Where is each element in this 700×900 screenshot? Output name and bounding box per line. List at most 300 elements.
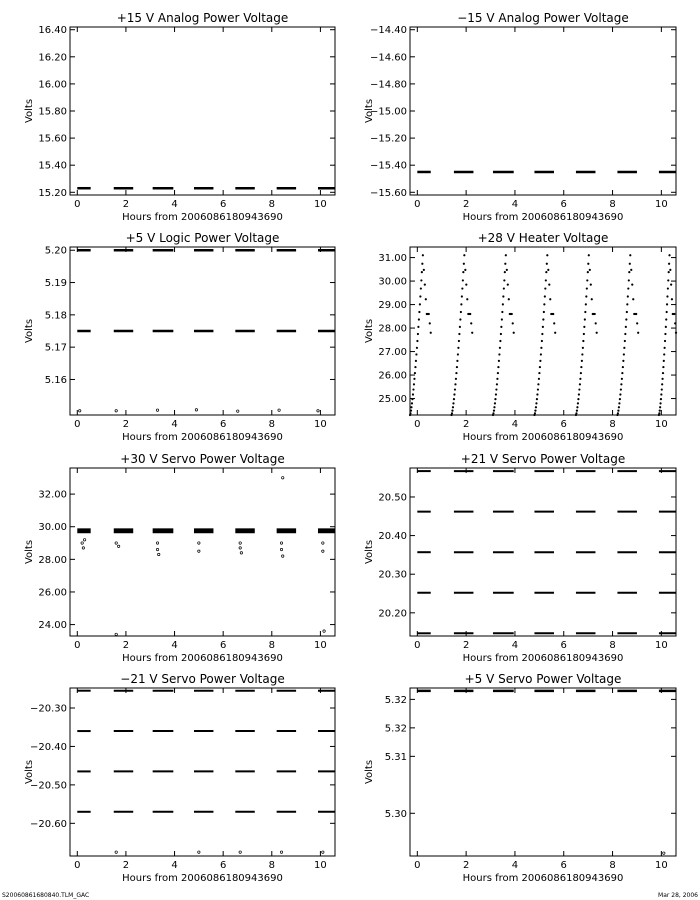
data-point: [549, 298, 551, 300]
data-point: [420, 279, 422, 281]
x-tick-label: 0: [74, 199, 81, 210]
data-point: [589, 269, 591, 271]
data-point: [583, 333, 585, 335]
data-point: [502, 303, 504, 305]
data-point: [668, 254, 670, 256]
data-point: [460, 303, 462, 305]
data-point: [536, 398, 538, 400]
data-point: [410, 406, 412, 408]
data-point: [498, 353, 500, 355]
x-tick-label: 10: [654, 640, 668, 651]
data-point: [675, 332, 677, 334]
data-point: [495, 393, 497, 395]
data-point: [670, 283, 672, 285]
data-point: [545, 279, 547, 281]
data-point: [494, 398, 496, 400]
data-point: [455, 372, 457, 374]
data-point: [576, 406, 578, 408]
data-point: [280, 851, 282, 853]
data-point: [583, 326, 585, 328]
plot-frame: [70, 468, 335, 636]
data-point: [662, 366, 664, 368]
data-point: [498, 360, 500, 362]
y-tick-label: 26.00: [38, 587, 67, 599]
data-point: [198, 851, 200, 853]
data-point: [659, 406, 661, 408]
y-tick-label: −20.50: [29, 780, 67, 792]
data-point: [413, 383, 415, 385]
x-tick-label: 0: [74, 860, 81, 871]
data-point: [117, 545, 119, 547]
data-point: [664, 333, 666, 335]
y-tick-label: −14.40: [369, 25, 407, 37]
x-tick-label: 6: [219, 860, 227, 871]
y-tick-label: 15.20: [38, 187, 67, 199]
data-point: [507, 283, 509, 285]
y-tick-label: 5.17: [44, 342, 67, 354]
y-tick-label: −14.60: [369, 52, 407, 64]
y-tick-label: 5.30: [384, 808, 407, 820]
data-point: [417, 333, 419, 335]
data-point: [586, 287, 588, 289]
data-point: [626, 311, 628, 313]
y-axis-label: Volts: [364, 318, 375, 344]
data-point: [624, 333, 626, 335]
data-point: [595, 322, 597, 324]
data-point: [411, 402, 413, 404]
data-series: [77, 250, 335, 412]
y-tick-label: 29.00: [378, 300, 407, 312]
data-point: [409, 412, 411, 414]
data-point: [584, 318, 586, 320]
data-point: [452, 406, 454, 408]
x-tick-label: 2: [462, 640, 470, 651]
data-point: [628, 279, 630, 281]
y-tick-label: 5.32: [384, 723, 407, 735]
data-point: [278, 409, 280, 411]
data-point: [544, 295, 546, 297]
data-point: [280, 548, 282, 550]
y-tick-label: −20.60: [29, 818, 67, 830]
data-point: [553, 322, 555, 324]
data-point: [579, 378, 581, 380]
y-tick-label: 20.30: [378, 569, 407, 581]
data-point: [618, 406, 620, 408]
x-tick-label: 10: [314, 419, 327, 430]
x-tick-label: 2: [122, 640, 130, 651]
data-point: [455, 378, 457, 380]
data-point: [669, 269, 671, 271]
data-point: [622, 360, 624, 362]
data-series: [77, 691, 335, 854]
data-point: [458, 340, 460, 342]
data-point: [666, 295, 668, 297]
data-band: [153, 528, 174, 533]
x-tick-label: 2: [462, 860, 470, 871]
chart-title: +5 V Logic Power Voltage: [125, 231, 280, 245]
y-tick-label: 5.18: [44, 310, 67, 322]
data-point: [535, 402, 537, 404]
data-point: [422, 254, 424, 256]
data-point: [629, 263, 631, 265]
data-point: [239, 547, 241, 549]
y-tick-label: −20.30: [29, 703, 67, 715]
data-point: [546, 263, 548, 265]
data-point: [452, 402, 454, 404]
x-tick-label: 0: [414, 199, 421, 210]
data-point: [411, 398, 413, 400]
y-tick-label: 30.00: [38, 522, 67, 534]
x-tick-label: 4: [171, 199, 178, 210]
chart-8: [364, 672, 676, 884]
data-point: [534, 409, 536, 411]
data-point: [322, 550, 324, 552]
y-tick-label: 20.20: [378, 608, 407, 620]
x-tick-label: 8: [268, 419, 275, 430]
data-point: [661, 383, 663, 385]
data-point: [499, 340, 501, 342]
y-tick-label: 27.00: [378, 347, 407, 359]
data-point: [493, 406, 495, 408]
chart-title: +21 V Servo Power Voltage: [460, 452, 626, 466]
x-tick-label: 6: [560, 199, 567, 210]
data-point: [496, 378, 498, 380]
data-point: [453, 393, 455, 395]
x-tick-label: 10: [314, 199, 327, 210]
chart-title: +28 V Heater Voltage: [477, 231, 609, 245]
y-axis-label: Volts: [24, 98, 35, 124]
data-point: [580, 372, 582, 374]
data-point: [660, 393, 662, 395]
data-point: [504, 263, 506, 265]
data-point: [668, 263, 670, 265]
x-axis-label: Hours from 2006086180943690: [122, 873, 283, 884]
data-point: [582, 347, 584, 349]
data-point: [588, 254, 590, 256]
data-point: [666, 311, 668, 313]
x-tick-label: 10: [654, 860, 668, 871]
x-axis-label: Hours from 2006086180943690: [122, 432, 283, 443]
x-axis-label: Hours from 2006086180943690: [462, 873, 624, 884]
data-point: [537, 388, 539, 390]
data-point: [547, 269, 549, 271]
x-axis-label: Hours from 2006086180943690: [462, 653, 624, 664]
x-tick-label: 10: [654, 419, 668, 430]
data-point: [587, 271, 589, 273]
data-point: [667, 279, 669, 281]
data-band: [114, 528, 133, 533]
x-tick-label: 2: [122, 860, 130, 871]
x-tick-label: 4: [511, 860, 519, 871]
y-tick-label: 15.40: [38, 160, 67, 172]
data-point: [548, 283, 550, 285]
x-tick-label: 8: [609, 860, 616, 871]
chart-4: [364, 231, 677, 443]
y-tick-label: 15.60: [38, 133, 67, 145]
chart-2: [364, 11, 676, 223]
x-tick-label: 6: [219, 419, 227, 430]
data-point: [158, 553, 160, 555]
data-point: [627, 287, 629, 289]
x-axis-label: Hours from 2006086180943690: [122, 653, 283, 664]
data-point: [664, 340, 666, 342]
data-point: [620, 383, 622, 385]
y-tick-label: −15.60: [369, 187, 407, 199]
chart-1: [24, 11, 335, 223]
data-point: [658, 412, 660, 414]
data-point: [497, 372, 499, 374]
x-tick-label: 4: [511, 640, 519, 651]
data-point: [418, 311, 420, 313]
y-tick-label: 28.00: [378, 323, 407, 335]
y-tick-label: −14.80: [369, 79, 407, 91]
data-point: [665, 326, 667, 328]
data-point: [619, 398, 621, 400]
data-point: [504, 271, 506, 273]
data-point: [430, 332, 432, 334]
chart-7: [24, 672, 335, 884]
x-tick-label: 6: [560, 640, 567, 651]
data-band: [318, 528, 335, 533]
data-point: [451, 409, 453, 411]
data-point: [623, 347, 625, 349]
chart-title: +30 V Servo Power Voltage: [120, 452, 285, 466]
data-point: [538, 372, 540, 374]
x-tick-label: 8: [609, 199, 616, 210]
data-point: [115, 633, 117, 635]
data-series: [417, 471, 676, 633]
y-tick-label: 16.40: [38, 25, 67, 37]
y-tick-label: 28.00: [38, 554, 67, 566]
data-point: [538, 378, 540, 380]
x-tick-label: 4: [511, 419, 519, 430]
data-point: [576, 409, 578, 411]
x-tick-label: 10: [314, 640, 327, 651]
data-point: [587, 263, 589, 265]
data-point: [542, 326, 544, 328]
data-point: [617, 409, 619, 411]
data-point: [115, 851, 117, 853]
data-point: [542, 318, 544, 320]
data-band: [235, 528, 254, 533]
data-point: [280, 542, 282, 544]
y-tick-label: 5.31: [384, 751, 407, 763]
data-point: [457, 347, 459, 349]
data-series: [409, 254, 677, 416]
y-tick-label: 24.00: [38, 620, 67, 632]
data-series: [77, 477, 335, 636]
plot-frame: [70, 27, 335, 195]
data-point: [671, 298, 673, 300]
data-point: [626, 303, 628, 305]
data-point: [579, 383, 581, 385]
y-axis-label: Volts: [24, 759, 35, 785]
x-tick-label: 4: [171, 860, 178, 871]
data-point: [421, 263, 423, 265]
data-point: [586, 279, 588, 281]
x-tick-label: 2: [122, 419, 130, 430]
y-tick-label: −15.40: [369, 160, 407, 172]
data-point: [458, 333, 460, 335]
data-point: [503, 287, 505, 289]
data-point: [463, 254, 465, 256]
data-point: [663, 360, 665, 362]
data-point: [412, 388, 414, 390]
x-axis-label: Hours from 2006086180943690: [462, 432, 624, 443]
data-point: [418, 318, 420, 320]
y-tick-label: 30.00: [378, 276, 407, 288]
x-tick-label: 4: [171, 640, 178, 651]
data-point: [501, 318, 503, 320]
data-point: [81, 542, 83, 544]
y-axis-label: Volts: [364, 759, 375, 785]
data-point: [463, 263, 465, 265]
data-point: [585, 295, 587, 297]
data-point: [469, 313, 471, 315]
data-point: [414, 366, 416, 368]
y-tick-label: 5.20: [44, 245, 67, 257]
data-point: [240, 552, 242, 554]
data-point: [534, 412, 536, 414]
data-band: [77, 528, 90, 533]
footer-date: Mar 28, 2006: [658, 892, 698, 899]
data-point: [414, 372, 416, 374]
data-point: [535, 406, 537, 408]
y-axis-label: Volts: [24, 318, 35, 344]
data-point: [423, 269, 425, 271]
data-point: [540, 347, 542, 349]
x-tick-label: 2: [462, 199, 470, 210]
data-point: [239, 851, 241, 853]
data-point: [495, 388, 497, 390]
data-point: [198, 550, 200, 552]
data-point: [665, 318, 667, 320]
data-point: [540, 353, 542, 355]
chart-title: −21 V Servo Power Voltage: [120, 672, 285, 686]
y-tick-label: 15.80: [38, 106, 67, 118]
x-tick-label: 6: [219, 199, 227, 210]
y-tick-label: −15.20: [369, 133, 407, 145]
data-point: [428, 313, 430, 315]
y-tick-label: 16.20: [38, 52, 67, 64]
y-tick-label: 20.40: [378, 531, 407, 543]
data-point: [282, 477, 284, 479]
y-tick-label: 5.16: [44, 374, 67, 386]
data-point: [631, 283, 633, 285]
chart-title: +5 V Servo Power Voltage: [464, 672, 622, 686]
data-point: [461, 295, 463, 297]
y-axis-label: Volts: [364, 539, 375, 565]
x-tick-label: 8: [609, 640, 616, 651]
data-point: [621, 372, 623, 374]
data-point: [537, 383, 539, 385]
data-point: [412, 393, 414, 395]
data-point: [496, 383, 498, 385]
x-tick-label: 0: [414, 860, 421, 871]
data-point: [625, 326, 627, 328]
data-point: [630, 269, 632, 271]
data-point: [494, 402, 496, 404]
chart-title: +15 V Analog Power Voltage: [116, 11, 289, 25]
data-point: [628, 271, 630, 273]
data-point: [464, 269, 466, 271]
x-axis-label: Hours from 2006086180943690: [462, 212, 624, 223]
data-point: [578, 393, 580, 395]
data-point: [462, 279, 464, 281]
y-tick-label: 20.50: [378, 492, 407, 504]
data-point: [663, 852, 665, 854]
data-point: [620, 388, 622, 390]
data-point: [617, 412, 619, 414]
y-tick-label: −15.00: [369, 106, 407, 118]
data-point: [419, 303, 421, 305]
data-point: [624, 340, 626, 342]
x-tick-label: 0: [414, 419, 421, 430]
data-point: [664, 347, 666, 349]
data-point: [673, 313, 675, 315]
plot-frame: [410, 247, 676, 415]
data-point: [505, 254, 507, 256]
data-point: [459, 326, 461, 328]
data-point: [668, 271, 670, 273]
x-tick-label: 6: [219, 640, 227, 651]
data-point: [622, 366, 624, 368]
data-point: [323, 630, 325, 632]
data-point: [419, 295, 421, 297]
data-point: [459, 318, 461, 320]
x-tick-label: 6: [560, 419, 567, 430]
data-point: [508, 298, 510, 300]
data-series: [417, 691, 676, 855]
data-point: [577, 398, 579, 400]
data-point: [456, 366, 458, 368]
x-tick-label: 4: [511, 199, 519, 210]
data-point: [506, 269, 508, 271]
footer-filename: S20060861680840.TLM_GAC: [2, 892, 90, 899]
data-point: [156, 542, 158, 544]
data-point: [425, 298, 427, 300]
y-tick-label: 16.00: [38, 79, 67, 91]
data-point: [512, 322, 514, 324]
data-point: [596, 332, 598, 334]
data-point: [503, 279, 505, 281]
data-point: [500, 326, 502, 328]
data-point: [661, 388, 663, 390]
data-point: [195, 409, 197, 411]
data-point: [416, 340, 418, 342]
data-point: [666, 303, 668, 305]
data-point: [415, 353, 417, 355]
data-point: [674, 322, 676, 324]
data-point: [543, 303, 545, 305]
x-tick-label: 8: [268, 860, 275, 871]
x-tick-label: 4: [171, 419, 178, 430]
data-point: [575, 412, 577, 414]
data-band: [194, 528, 213, 533]
data-point: [594, 313, 596, 315]
data-point: [511, 313, 513, 315]
data-point: [629, 254, 631, 256]
data-point: [580, 366, 582, 368]
data-point: [541, 340, 543, 342]
data-point: [501, 311, 503, 313]
data-point: [115, 542, 117, 544]
data-point: [471, 332, 473, 334]
x-tick-label: 8: [268, 199, 275, 210]
plot-frame: [410, 688, 676, 856]
y-tick-label: 5.19: [44, 278, 67, 290]
data-point: [461, 287, 463, 289]
